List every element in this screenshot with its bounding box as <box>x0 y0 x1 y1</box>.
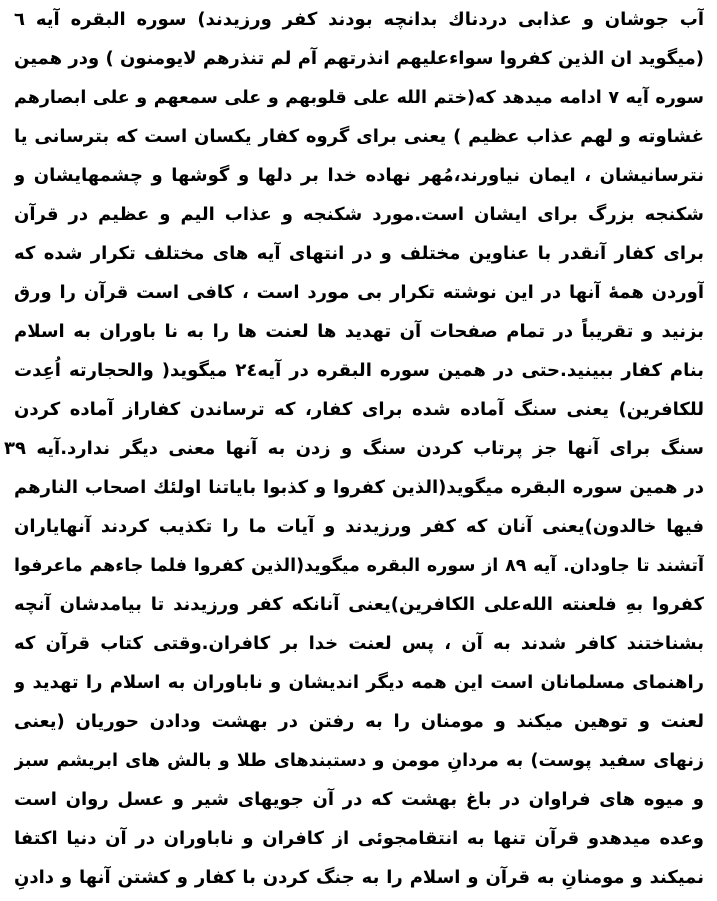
text-line: آتشند تا جاودان. آيه ٨٩ از سوره البقره ميگويد(الذين كفروا فلما جاءهم ماعرفوا <box>14 556 704 576</box>
text-line: (ميگويد ان الذين كفروا سواءعليهم انذرتهم آم لم تنذرهم لايومنون ) ودر همين <box>14 48 704 69</box>
text-line: در همين سوره البقره ميگويد(الذين كفروا و كذبوا باياتنا اولئك اصحاب النارهم <box>14 477 704 498</box>
text-line: نترسانيشان ، ايمان نياورند،مُهر نهاده خدا بر دلها و گوشها و چشمهايشان و <box>14 165 704 186</box>
text-line: للكافرين) يعنی سنگ آماده شده برای كفار، كه ترساندن كفاراز آماده كردن <box>14 399 704 420</box>
text-line: غشاوته و لهم عذاب عظيم ) يعنی برای گروه كفار يكسان است كه بترسانی يا <box>14 126 704 147</box>
text-line: وعده ميدهدو قرآن تنها به انتقامجوئی از كافران و ناباوران در آن دنيا اكتفا <box>14 828 704 849</box>
text-line: برای كفار آنقدر با عناوين مختلف و در انتهای آيه های مختلف تكرار شده كه <box>14 243 704 264</box>
text-line: راهنمای مسلمانان است اين همه ديگر انديشان و ناباوران به اسلام را تهديد و <box>14 672 704 693</box>
text-line: بنام كفار ببينيد.حتی در همين سوره البقره در آيه٢٤ ميگويد( والحجارته اُعِدت <box>14 360 704 381</box>
text-line: نميكند و مومنانِ به قرآن و اسلام را به جنگ كردن با كفار و كشتن آنها و دادنِ <box>14 867 704 888</box>
text-line: فيها خالدون)يعنی آنان كه كفر ورزيدند و آيات ما را تكذيب كردند آنهاياران <box>14 516 704 537</box>
text-line: بشناختند كافر شدند به آن ، پس لعنت خدا بر كافران.وقتی كتاب قرآن كه <box>14 633 704 654</box>
text-line: لعنت و توهين ميكند و مومنان را به رفتن در بهشت ودادن حوريان (يعنی <box>14 711 704 732</box>
text-line: زنهای سفيد پوست) به مردانِ مومن و دستبندهای طلا و بالش های ابريشم سبز <box>14 751 704 771</box>
text-line: بزنيد و تقريباً در تمام صفحات آن تهديد ها لعنت ها را به نا باوران به اسلام <box>14 321 704 342</box>
text-line: و ميوه های فراوان در باغ بهشت كه در آن جويهای شير و عسل روان است <box>14 789 704 810</box>
text-line: سنگ برای آنها جز پرتاب كردن سنگ و زدن به آنها معنی ديگر ندارد.آيه ٣٩ <box>4 438 704 459</box>
text-line: آب جوشان و عذابی دردناك بدانچه بودند كفر ورزيدند) سوره البقره آيه ٦ <box>14 9 704 30</box>
text-line: كفروا بهِ فلعنته الله‌علی الكافرين)يعنی آنانكه كفر ورزيدند تا بيامدشان آنچه <box>14 594 704 615</box>
text-line: شكنجه بزرگ برای ايشان است.مورد شكنجه و عذاب اليم و عظيم در قرآن <box>14 204 704 225</box>
text-line: آوردن همهٔ آنها در اين نوشته تكرار بی مورد است ، كافی است قرآن را ورق <box>14 282 704 303</box>
text-line: سوره آيه ٧ ادامه ميدهد كه(ختم الله علی قلوبهم و علی سمعهم و علی ابصارهم <box>14 88 704 108</box>
